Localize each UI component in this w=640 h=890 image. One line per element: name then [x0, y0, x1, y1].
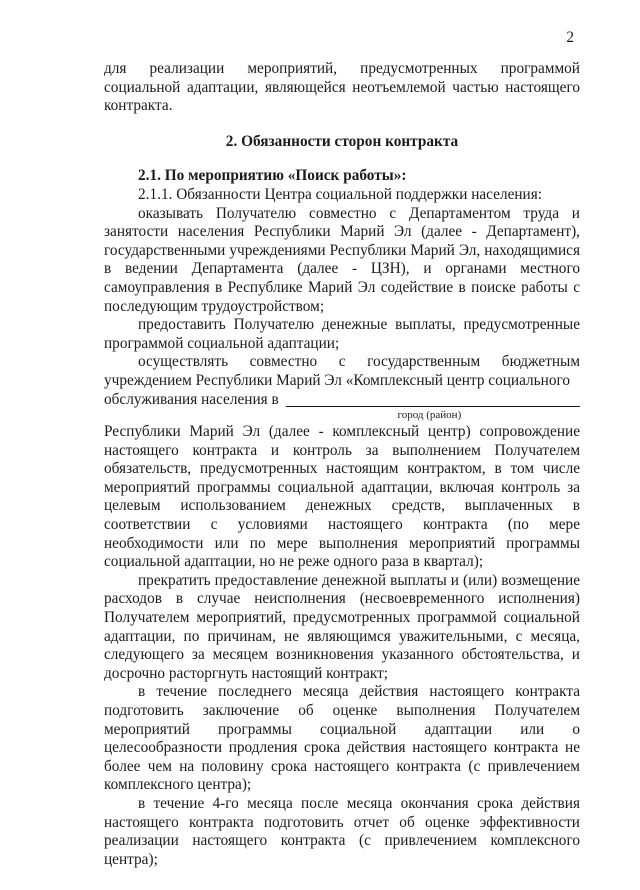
blank-underline — [286, 392, 580, 407]
subsection-heading: 2.1. По мероприятию «Поиск работы»: — [138, 167, 407, 185]
paragraph-report: в течение 4-го месяца после месяца окончания срока действия настоящего контракта подготовить отчет об оценке эффективности реализации настоящего контракта (с привлечением комплексного центра); — [104, 794, 580, 868]
section-heading: 2. Обязанности сторон контракта — [225, 132, 459, 150]
paragraph-support-tail: Республики Марий Эл (далее - комплексный центр) сопровождение настоящего контракта и контроль за выполнением Получателем обязательств, предусмотренных настоящим контрактом, в том числе мероприятий программы социальной адаптации, включая контроль за целевым использованием денежных средств, выплаченных в соответствии с условиями настоящего контракта (по мере необходимости или по мере выполнения мероприятий программы социальной адаптации, но не реже одного раза в квартал); — [104, 423, 580, 571]
paragraph-payments: предоставить Получателю денежные выплаты, предусмотренные программой социальной адаптации; — [104, 316, 580, 352]
paragraph-terminate: прекратить предоставление денежной выплаты и (или) возмещение расходов в случае неисполнения (несвоевременного исполнения) Получателем мероприятий, предусмотренных программой социальной адаптации, по причинам, не являющимся уважительными, с месяца, следующего за месяцем возникновения указанного обстоятельства, и досрочно расторгнуть настоящий контракт; — [104, 571, 580, 682]
clause-heading: 2.1.1. Обязанности Центра социальной поддержки населения: — [138, 185, 543, 203]
intro-paragraph: для реализации мероприятий, предусмотренных программой социальной адаптации, являющейся неотъемлемой частью настоящего контракта. — [104, 60, 580, 115]
fill-in-row — [104, 391, 580, 410]
fill-in-caption-row — [104, 409, 580, 422]
paragraph-conclusion: в течение последнего месяца действия настоящего контракта подготовить заключение об оценке выполнения Получателем мероприятий программы социальной адаптации или о целесообразности продления срока действия настоящего контракта не более чем на половину срока настоящего контракта (с привлечением комплексного центра); — [104, 683, 580, 794]
paragraph-assist: оказывать Получателю совместно с Департаментом труда и занятости населения Республики Марий Эл (далее - Департамент), государственными учреждениями Республики Марий Эл, находящимися в ведении Департамента (далее - ЦЗН), и органами местного самоуправления в Республике Марий Эл содействие в поиске работы с последующим трудоустройством; — [104, 204, 580, 315]
blank-caption: город (район) — [397, 409, 462, 422]
paragraph-support-lead: осуществлять совместно с государственным бюджетным учреждением Республики Марий Эл «Комплексный центр социального — [104, 353, 580, 389]
fill-in-prefix-text: обслуживания населения в — [104, 390, 279, 408]
page-number: 2 — [566, 29, 574, 46]
